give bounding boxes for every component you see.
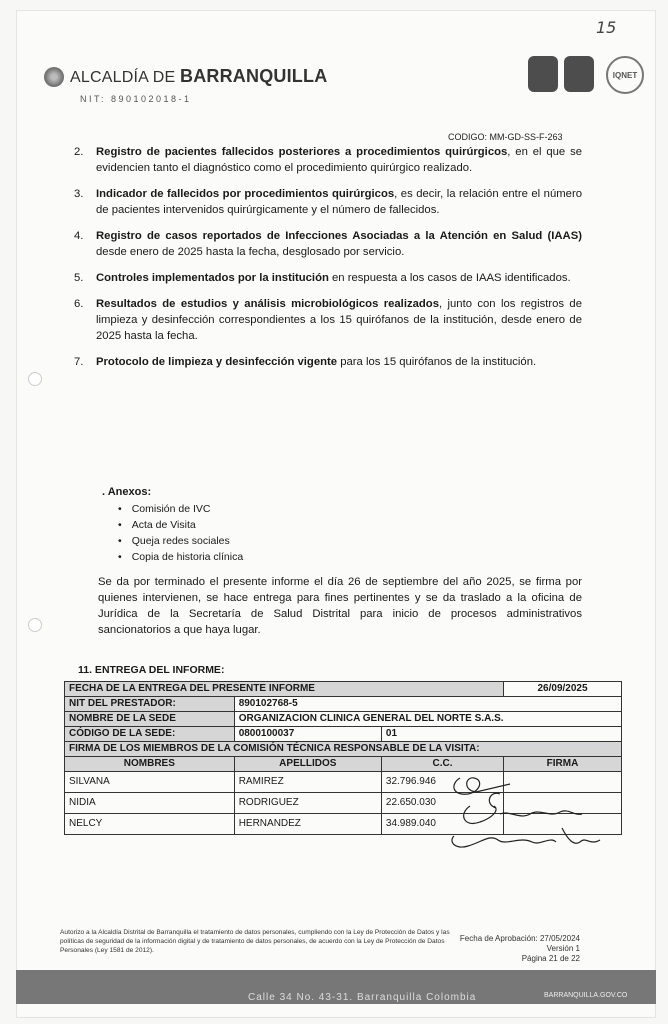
codigo-label: CÓDIGO DE LA SEDE:: [65, 727, 235, 742]
table-row: [65, 727, 622, 742]
privacy-notice: Autorizo a la Alcaldía Distrital de Barranquilla el tratamiento de datos personales, cumpliendo con la Ley de Protección de Datos y las políticas de seguridad de la información digital y de tratamiento de datos personales, de acuerdo con la Ley de Protección de Datos Personales (Ley 1581 de 2012).: [60, 929, 450, 954]
fecha-label: FECHA DE LA ENTREGA DEL PRESENTE INFORME: [65, 682, 504, 697]
list-item: 7. Protocolo de limpieza y desinfección vigente para los 15 quirófanos de la institución.: [74, 356, 537, 368]
version: Versión 1: [546, 944, 580, 953]
organization-nit: NIT: 890102018-1: [80, 94, 192, 104]
certification-logos: [528, 56, 644, 94]
member-nombre: SILVANA: [65, 772, 235, 793]
col-header: C.C.: [381, 757, 503, 772]
nit-label: NIT DEL PRESTADOR:: [65, 697, 235, 712]
table-row: [65, 712, 622, 727]
icontec-14001-icon: [564, 56, 594, 92]
list-item: 6. Resultados de estudios y análisis microbiológicos realizados, junto con los registros de limpieza y desinfección correspondientes a los 15 quirófanos de la institución, desde enero de 2025 hasta la fecha.: [74, 298, 583, 342]
handwritten-page-number: 15: [596, 18, 617, 37]
anexos-heading: . Anexos:: [102, 486, 152, 498]
fecha-value: 26/09/2025: [504, 682, 622, 697]
col-header: FIRMA: [504, 757, 622, 772]
list-item: • Acta de Visita: [118, 517, 243, 533]
icontec-9001-icon: [528, 56, 558, 92]
table-row: [65, 697, 622, 712]
punch-hole: [28, 618, 42, 632]
codigo-value: 0800100037: [234, 727, 381, 742]
sede-label: NOMBRE DE LA SEDE: [65, 712, 235, 727]
member-apellido: RAMIREZ: [234, 772, 381, 793]
list-item: • Comisión de IVC: [118, 501, 243, 517]
city-seal-icon: [44, 67, 64, 87]
list-item: 2. Registro de pacientes fallecidos posteriores a procedimientos quirúrgicos, en el que se evidencien tanto el diagnóstico como el procedimiento quirúrgico realizado.: [74, 146, 582, 174]
member-cc: 32.796.946: [381, 772, 503, 793]
member-cc: 22.650.030: [381, 793, 503, 814]
firma-heading: FIRMA DE LOS MIEMBROS DE LA COMISIÓN TÉCNICA RESPONSABLE DE LA VISITA:: [65, 742, 622, 757]
list-item: 3. Indicador de fallecidos por procedimientos quirúrgicos, es decir, la relación entre el número de pacientes intervenidos quirúrgicamente y el número de fallecidos.: [74, 188, 582, 216]
approval-date: Fecha de Aprobación: 27/05/2024: [459, 934, 580, 943]
document-meta: [440, 934, 580, 964]
member-nombre: NIDIA: [65, 793, 235, 814]
closing-paragraph: Se da por terminado el presente informe el día 26 de septiembre del año 2025, se firma por quienes intervienen, se hace entrega para fines pertinentes y se da traslado a la oficina de Jurídica de la Secretaría de Salud Distrital para inicio de procesos administrativos sancionatorios a que haya lugar.: [98, 576, 582, 636]
iqnet-icon: IQNET: [606, 56, 644, 94]
member-apellido: RODRIGUEZ: [234, 793, 381, 814]
logo-text: ALCALDÍA DE BARRANQUILLA: [70, 66, 328, 86]
requirements-list: [74, 144, 583, 380]
handwritten-signatures: [440, 770, 620, 860]
footer-website: BARRANQUILLA.GOV.CO: [544, 992, 628, 999]
list-item: • Copia de historia clínica: [118, 549, 243, 565]
table-row: [65, 742, 622, 757]
list-item: • Queja redes sociales: [118, 533, 243, 549]
list-item: 5. Controles implementados por la institución en respuesta a los casos de IAAS identificados.: [74, 272, 571, 284]
member-cc: 34.989.040: [381, 814, 503, 835]
anexos-list: [118, 501, 243, 565]
section-title: 11. ENTREGA DEL INFORME:: [78, 664, 225, 676]
punch-hole: [28, 372, 42, 386]
col-header: NOMBRES: [65, 757, 235, 772]
nit-value: 890102768-5: [234, 697, 621, 712]
document-code: CODIGO: MM-GD-SS-F-263: [448, 132, 563, 142]
list-item: 4. Registro de casos reportados de Infecciones Asociadas a la Atención en Salud (IAAS) desde enero de 2025 hasta la fecha, desglosado por servicio.: [74, 230, 582, 258]
member-apellido: HERNANDEZ: [234, 814, 381, 835]
page-number: Página 21 de 22: [521, 954, 580, 963]
codigo-suffix: 01: [381, 727, 621, 742]
col-header: APELLIDOS: [234, 757, 381, 772]
alcaldia-logo: [44, 66, 327, 87]
table-row: [65, 682, 622, 697]
member-nombre: NELCY: [65, 814, 235, 835]
footer-address: Calle 34 No. 43-31. Barranquilla Colombia: [248, 992, 477, 1003]
footer-bar: [16, 970, 656, 1004]
sede-value: ORGANIZACION CLINICA GENERAL DEL NORTE S.A.S.: [234, 712, 621, 727]
